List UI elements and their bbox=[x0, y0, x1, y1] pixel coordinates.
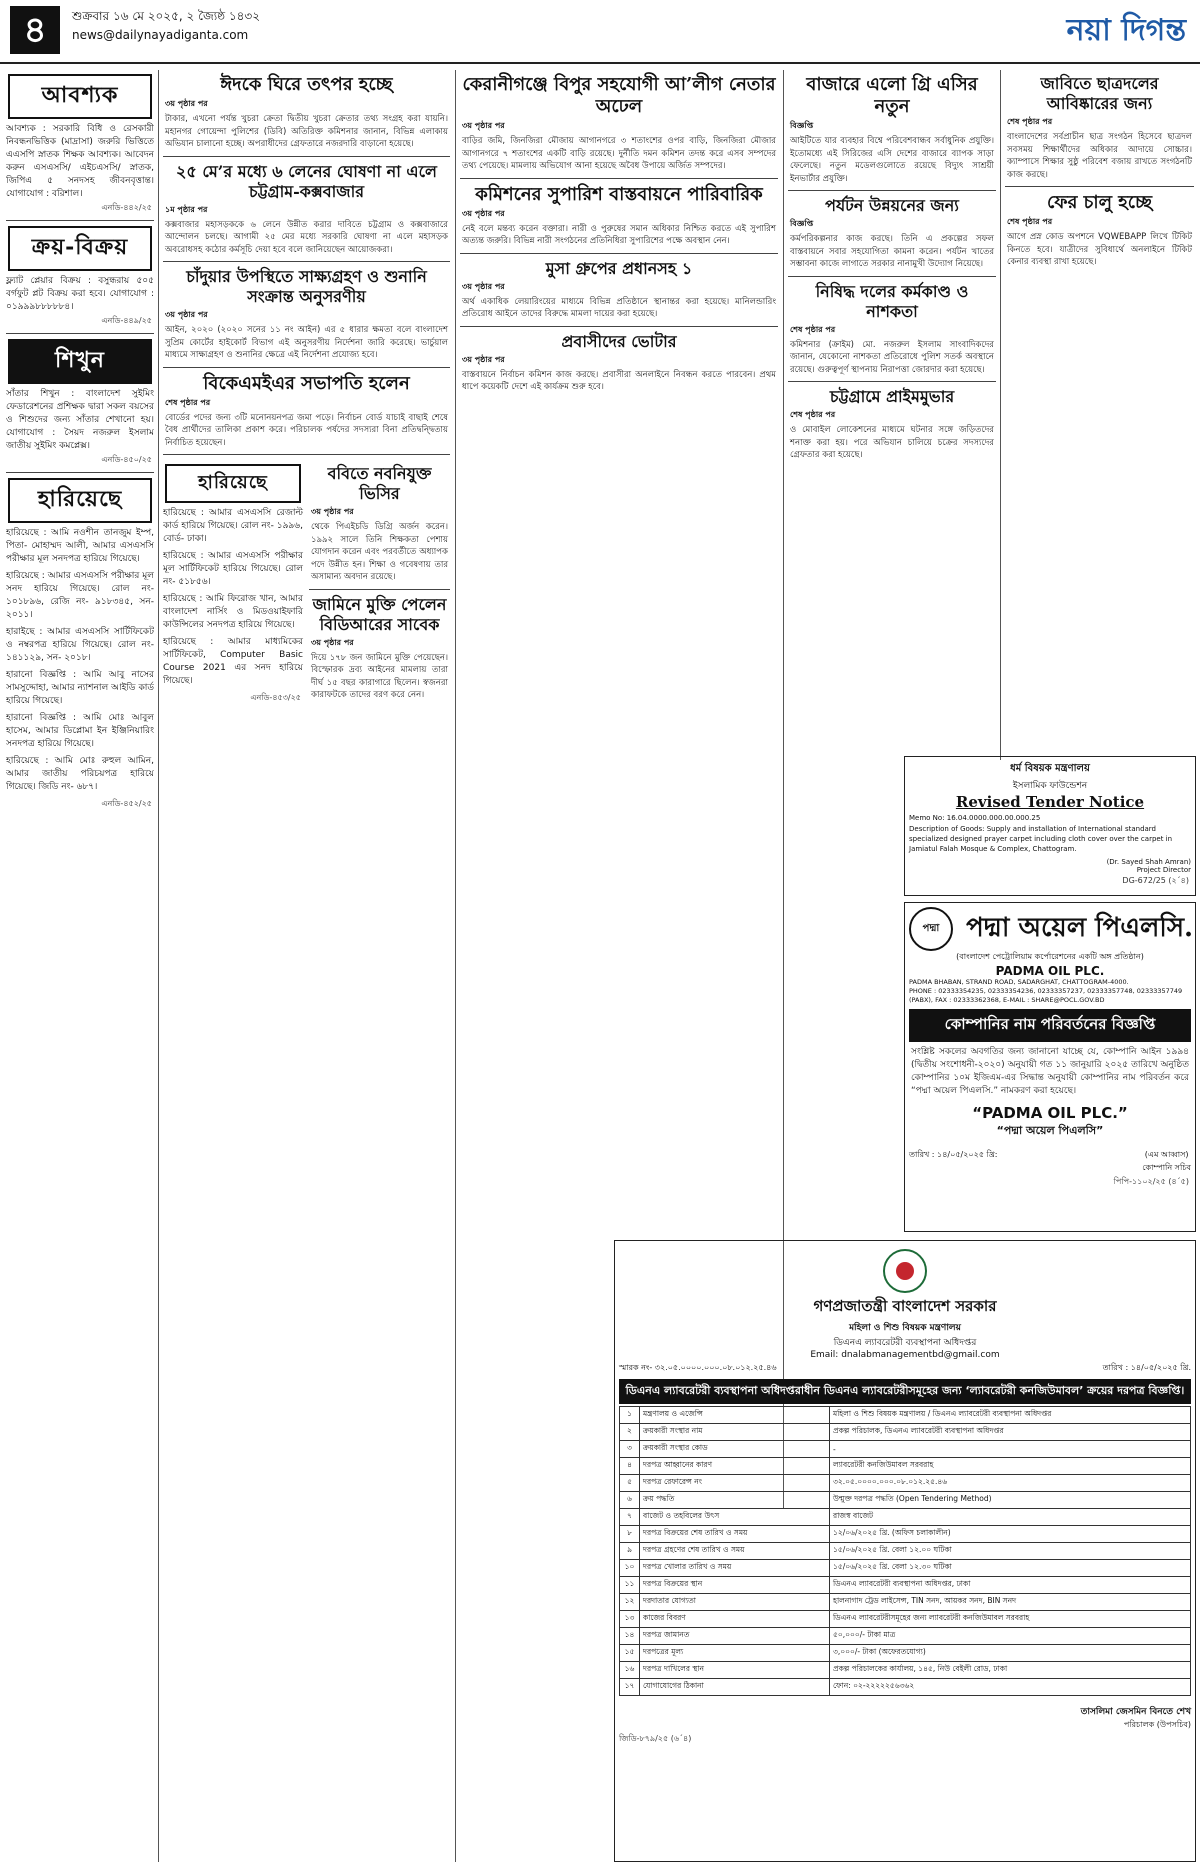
govt-notice-title: ডিএনএ ল্যাবরেটরী ব্যবস্থাপনা অধিদপ্তরাধীন ডিএনএ ল্যাবরেটরীসমূহের জন্য ‘ল্যাবরেটরী কনজিউমাবল’ ক্রয়ের দরপত্র বিজ্ঞপ্তি। bbox=[619, 1379, 1191, 1404]
article-body: আইন, ২০২০ (২০২০ সনের ১১ নং আইন) এর ৫ ধারার ক্ষমতা বলে বাংলাদেশ সুপ্রিম কোর্টের হাইকোর্ট বিভাগ এই অনুসরণীয় নির্দেশনা জারি করেছে। ভার্চুয়াল মাধ্যমে সাক্ষ্যগ্রহণ ও শুনানির ক্ষেত্রে এই নির্দেশনা প্রযোজ্য হবে। bbox=[165, 325, 448, 360]
tender-description: Description of Goods: Supply and installation of International standard specialized designed prayer carpet including cloth cover over the carpet in Jamiatul Falah Mosque & Complex, Chattogram. bbox=[909, 825, 1173, 853]
divider bbox=[788, 190, 996, 191]
headline-musa-group[interactable]: মুসা গ্রুপের প্রধানসহ ১ bbox=[545, 258, 693, 278]
table-row: ১২ দরদাতার যোগ্যতা হালনাগাদ ট্রেড লাইসেন্স, TIN সনদ, আয়কর সনদ, BIN সনদ bbox=[620, 1594, 1191, 1611]
padma-name-en: PADMA OIL PLC. bbox=[995, 964, 1105, 978]
headline-gree-ac[interactable]: বাজারে এলো গ্রি এসির নতুন bbox=[806, 74, 978, 117]
tender-org-sub: ইসলামিক ফাউন্ডেশন bbox=[1012, 781, 1088, 791]
divider bbox=[163, 156, 450, 157]
tender-title: Revised Tender Notice bbox=[955, 793, 1145, 811]
divider bbox=[788, 276, 996, 277]
tender-memo: Memo No: 16.04.0000.000.00.000.25 bbox=[909, 814, 1041, 822]
padma-signer: (এম আব্বাস) bbox=[1144, 1150, 1189, 1159]
padma-sub: (বাংলাদেশ পেট্রোলিয়াম কর্পোরেশনের একটি অঙ্গ প্রতিষ্ঠান) bbox=[956, 952, 1144, 961]
article-body: অর্থ একাধিক লেয়ারিংয়ের মাধ্যমে বিভিন্ন প্রতিষ্ঠানে স্থানান্তর করা হয়েছে। মানিলন্ডারিং প্রতিরোধ আইনে তাদের বিরুদ্ধে মামলা দায়ের করা হয়েছে। bbox=[462, 296, 776, 319]
lost-item: হারানো বিজ্ঞপ্তি : আমি মোঃ আবুল হাসেম, আমার ডিপ্লোমা ইন ইঞ্জিনিয়ারিং সনদপত্র হারিয়ে গিয়েছে। bbox=[6, 713, 154, 749]
govt-email[interactable]: Email: dnalabmanagementbd@gmail.com bbox=[810, 1350, 1000, 1360]
tender-signatory-role: Project Director bbox=[1136, 866, 1191, 874]
classified-ad: ফ্ল্যাট প্লেয়ার বিক্রয় : বসুন্ধরায় ৫০৫ বর্গফুট প্লট বিক্রয় করা হবে। যোগাযোগ : ০১৯৯৯৮৮৮৮৮৪। bbox=[6, 276, 154, 312]
divider bbox=[163, 367, 450, 368]
divider bbox=[1005, 186, 1194, 187]
table-row: ১৭ যোগাযোগের ঠিকানা ফোন: ০২-২২২২২৫৬৩৬২ bbox=[620, 1679, 1191, 1696]
headline-tourism[interactable]: পর্যটন উন্নয়নের জন্য bbox=[825, 196, 959, 215]
headline-virtual-witness[interactable]: চাঁদুয়ার উপস্থিতে সাক্ষ্যগ্রহণ ও শুনানি সংক্রান্ত অনুসরণীয় bbox=[186, 267, 427, 306]
byline: বিজ্ঞপ্তি bbox=[790, 121, 814, 130]
article-body: ও মোবাইল লোকেশনের মাধ্যমে ঘটনার সঙ্গে জড়িতদের শনাক্ত করা হয়। পরে অভিযান চালিয়ে চক্রের সদস্যদের গ্রেফতার করা হয়েছে। bbox=[790, 425, 994, 460]
headline-jabi-chhatradal[interactable]: জাবিতে ছাত্রদলের আবিষ্কারের জন্য bbox=[1040, 74, 1159, 113]
table-row: ১৩ কাজের বিবরণ ডিএনএ ল্যাবরেটরীসমূহের জন্য ল্যাবরেটরী কনজিউমাবল সরবরাহ bbox=[620, 1611, 1191, 1628]
lost-item: হারাইছে : আমার এসএসসি সার্টিফিকেট ও নম্বরপত্র হারিয়ে গিয়েছে। রোল নং- ১৪১১২৯, সন- ২০১৮। bbox=[6, 627, 154, 663]
table-row: ১১ দরপত্র বিক্রয়ের স্থান ডিএনএ ল্যাবরেটরী ব্যবস্থাপনা অধিদপ্তর, ঢাকা bbox=[620, 1577, 1191, 1594]
padma-logo-icon: পদ্মা bbox=[909, 907, 953, 951]
headline-expatriate-voters[interactable]: প্রবাসীদের ভোটার bbox=[561, 331, 677, 351]
ad-reference: এনডি-৪৫০/২৫ bbox=[101, 455, 152, 464]
padma-signature bbox=[1142, 1149, 1191, 1175]
article-body: বাংলাদেশের সর্বপ্রাচীন ছাত্র সংগঠন হিসেবে ছাত্রদল সবসময় শিক্ষার্থীদের অধিকার আদায়ে সোচ্চার। ক্যাম্পাসে শিক্ষার সুষ্ঠু পরিবেশ বজায় রাখতে সংগঠনটি কাজ করছে। bbox=[1007, 132, 1192, 180]
section-title-lost-2: হারিয়েছে bbox=[165, 464, 301, 503]
table-row: ১০ দরপত্র খোলার তারিখ ও সময় ১৫/০৬/২০২৫ খ্রি. বেলা ১২.৩০ ঘটিকা bbox=[620, 1560, 1191, 1577]
table-row: ৯ দরপত্র গ্রহণের শেষ তারিখ ও সময় ১৫/০৬/২০২৫ খ্রি. বেলা ১২.০০ ঘটিকা bbox=[620, 1543, 1191, 1560]
article-body: কমিশনার (ক্রাইম) মো. নজরুল ইসলাম সাংবাদিকদের জানান, যেকোনো নাশকতা প্রতিরোধে পুলিশ সতর্ক অবস্থানে রয়েছে। গুরুত্বপূর্ণ স্থাপনায় নিরাপত্তা জোরদার করা হয়েছে। bbox=[790, 339, 994, 375]
byline: ৩য় পৃষ্ঠার পর bbox=[462, 354, 505, 364]
headline-keraniganj[interactable]: কেরানীগঞ্জে বিপুর সহযোগী আ’লীগ নেতার অঢেল bbox=[462, 74, 776, 117]
masthead-logo: নয়া দিগন্ত bbox=[1066, 13, 1186, 48]
article-body: থেকে পিএইচডি ডিগ্রি অর্জন করেন। ১৯৯২ সালে তিনি শিক্ষকতা পেশায় যোগদান করেন এবং পরবর্তীতে অধ্যাপক পদে উন্নীত হন। শিক্ষা ও গবেষণায় তার অসামান্য অবদান রয়েছে। bbox=[311, 522, 448, 582]
divider bbox=[163, 261, 450, 262]
lost-item: হারিয়েছে : আমার এসএসসি রেজাল্ট কার্ড হারিয়ে গিয়েছে। রোল নং- ১৯৯৬, বোর্ড- ঢাকা। bbox=[163, 508, 303, 544]
byline: ৩য় পৃষ্ঠার পর bbox=[311, 637, 354, 647]
divider bbox=[6, 472, 154, 473]
article-body: টাকার, এখনো পর্যন্ত খুচরা ক্রেতা দ্বিতীয় খুচরা ক্রেতার তথ্য সংগ্রহ করা যায়নি। মহানগর গোয়েন্দা পুলিশের (ডিবি) অতিরিক্ত কমিশনার জানান, বিভিন্ন এলাকায় অভিযান চালানো হচ্ছে। অপরাধীদের গ্রেফতারে নজরদারি বাড়ানো হয়েছে। bbox=[165, 114, 448, 149]
govt-memo: স্মারক নং- ৩২.০৫.০০০০.০০০.০৮.০১২.২৫.৪৬ bbox=[619, 1363, 777, 1372]
section-title-needed: আবশ্যক bbox=[8, 74, 152, 119]
divider bbox=[460, 326, 778, 327]
divider bbox=[309, 589, 450, 590]
table-row: ৩ ক্রয়কারী সংস্থার কোড - bbox=[620, 1441, 1191, 1458]
article-body: বোর্ডের পদের জন্য ৩টি মনোনয়নপত্র জমা পড়ে। নির্বাচন বোর্ড যাচাই বাছাই শেষে বৈধ প্রার্থীদের তালিকা প্রকাশ করে। পরিচালক পর্ষদের সদস্যরা বিনা প্রতিদ্বন্দ্বিতায় নির্বাচিত হয়েছেন। bbox=[165, 412, 448, 448]
tender-notice-ad[interactable] bbox=[904, 756, 1196, 896]
ad-reference: এনডি-৪৫২/২৫ bbox=[101, 799, 152, 808]
byline: শেষ পৃষ্ঠার পর bbox=[165, 397, 211, 407]
byline: ৩য় পৃষ্ঠার পর bbox=[462, 121, 505, 130]
header-email[interactable]: news@dailynayadiganta.com bbox=[72, 28, 249, 42]
govt-signer-role: পরিচালক (উপসচিব) bbox=[1123, 1720, 1191, 1729]
headline-bkmea[interactable]: বিকেএমইএর সভাপতি হলেন bbox=[203, 372, 410, 394]
table-row: ১ মন্ত্রণালয় ও এজেন্সি মহিলা ও শিশু বিষয়ক মন্ত্রণালয় / ডিএনএ ল্যাবরেটরী ব্যবস্থাপনা অধিদপ্তর bbox=[620, 1407, 1191, 1424]
divider bbox=[163, 454, 450, 455]
lost-item: হারিয়েছে : আমার এসএসসি পরীক্ষার মূল সার্টিফিকেট হারিয়ে গিয়েছে। রোল নং- ৫১৮৫৬। bbox=[163, 551, 303, 587]
table-row: ৮ দরপত্র বিক্রয়ের শেষ তারিখ ও সময় ১২/০৬/২০২৫ খ্রি. (অফিস চলাকালীন) bbox=[620, 1526, 1191, 1543]
table-row: ৭ বাজেট ও তহবিলের উৎস রাজস্ব বাজেট bbox=[620, 1509, 1191, 1526]
table-row: ১৬ দরপত্র দাখিলের স্থান প্রকল্প পরিচালকের কার্যালয়, ১৪৫, নিউ বেইলী রোড, ঢাকা bbox=[620, 1662, 1191, 1679]
classifieds-column bbox=[6, 70, 154, 1862]
article-body: দিয়ে ১৭৮ জন জামিনে মুক্তি পেয়েছেন। বিস্ফোরক দ্রব্য আইনের মামলায় তারা দীর্ঘ ১৫ বছর কারাগারে ছিলেন। স্বজনরা কারাফটকে তাদের বরণ করে নেন। bbox=[311, 652, 448, 700]
govt-tender-ad[interactable] bbox=[614, 1240, 1196, 1862]
govt-signer: তাসলিমা জেসমিন বিনতে শেখ bbox=[1080, 1707, 1191, 1717]
table-row: ৪ দরপত্র আহ্বানের কারণ ল্যাবরেটরী কনজিউমাবল সরবরাহ bbox=[620, 1458, 1191, 1475]
ad-reference: পিপি-১১০২/২৫ (৪´৫) bbox=[1113, 1177, 1189, 1186]
classified-ad: আবশ্যক : সরকারি বিধি ও রেসকারী নিবন্ধনভিত্তিক (মাদ্রাসা) জরুরি ভিত্তিতে এএসপি স্নাতক শিক্ষক আবশ্যক। আবেদন করুন এসএসসি/ এইচএসসি/ স্নাতক, জিপিএ ৫ সনদসহ জীবনবৃত্তান্ত। যোগাযোগ : বরিশাল। bbox=[6, 124, 154, 199]
table-row: ১৪ দরপত্র জামানত ৫০,০০০/- টাকা মাত্র bbox=[620, 1628, 1191, 1645]
lost-item: হারিয়েছে : আমার মাধ্যমিকের সার্টিফিকেট, Computer Basic Course 2021 এর সনদ হারিয়ে গিয়েছে। bbox=[163, 637, 303, 686]
page-header bbox=[0, 0, 1200, 64]
byline: ৩য় পৃষ্ঠার পর bbox=[165, 99, 208, 108]
table-row: ১৫ দরপত্রের মূল্য ৩,০০০/- টাকা (অফেরতযোগ্য) bbox=[620, 1645, 1191, 1662]
headline-chattogram-highway[interactable]: ২৫ মে’র মধ্যে ৬ লেনের ঘোষণা না এলে চট্টগ্রাম-কক্সবাজার bbox=[176, 161, 437, 201]
headline-prime-mover[interactable]: চট্টগ্রামে প্রাইমমুভার bbox=[829, 387, 955, 406]
ad-reference: জিডি-৮৭৯/২৫ (৬´৪) bbox=[619, 1734, 692, 1743]
govt-dept: ডিএনএ ল্যাবরেটরী ব্যবস্থাপনা অধিদপ্তর bbox=[833, 1338, 977, 1348]
dateline: শুক্রবার ১৬ মে ২০২৫, ২ জ্যৈষ্ঠ ১৪৩২ bbox=[72, 9, 261, 23]
govt-seal-icon bbox=[883, 1249, 927, 1293]
divider bbox=[6, 333, 154, 334]
article-body: নেই বলে মন্তব্য করেন বক্তারা। নারী ও পুরুষের সমান অধিকার নিশ্চিত করতে এই সুপারিশ অত্যন্ত জরুরি। বিভিন্ন নারী সংগঠনের প্রতিনিধিরা সুপারিশের পক্ষে অবস্থান নেন। bbox=[462, 223, 776, 246]
padma-address: PADMA BHABAN, STRAND ROAD, SADARGHAT, CHATTOGRAM-4000. bbox=[909, 978, 1129, 986]
lost-item: হারিয়েছে : আমি মোঃ রুহুল আমিন, আমার জাতীয় পরিচয়পত্র হারিয়ে গিয়েছে। জিডি নং- ৬৮৭। bbox=[6, 756, 154, 792]
govt-ministry: মহিলা ও শিশু বিষয়ক মন্ত্রণালয় bbox=[849, 1323, 961, 1333]
lost-item: হারিয়েছে : আমি ফিরোজ খান, আমার বাংলাদেশ নার্সিং ও মিডওয়াইফারি কাউন্সিলের সনদপত্র হারিয়ে গিয়েছে। bbox=[163, 594, 303, 630]
lost-item: হারিয়েছে : আমার এসএসসি পরীক্ষার মূল সনদ হারিয়ে গিয়েছে। রোল নং- ১০১৮৯৬, রেজি নং- ৯১৮৩৪৫, সন- ২০১১। bbox=[6, 571, 154, 620]
padma-notice-body: সংশ্লিষ্ট সকলের অবগতির জন্য জানানো যাচ্ছে যে, কোম্পানি আইন ১৯৯৪ (দ্বিতীয় সংশোধনী-২০২০) অনুযায়ী গত ১১ জানুয়ারি ২০২৫ তারিখে অনুষ্ঠিত কোম্পানির ১০ম ইজিএম-এর সিদ্ধান্ত অনুযায়ী কোম্পানির নাম পরিবর্তন করে “পদ্মা অয়েল পিএলসি.” নামকরণ করা হয়েছে। bbox=[911, 1047, 1189, 1096]
news-column-right bbox=[1005, 70, 1194, 760]
bail-box bbox=[309, 460, 450, 709]
byline: ৩য় পৃষ্ঠার পর bbox=[462, 208, 505, 218]
byline: ৩য় পৃষ্ঠার পর bbox=[462, 281, 505, 291]
article-body: কক্সবাজার মহাসড়ককে ৬ লেনে উন্নীত করার দাবিতে চট্টগ্রাম ও কক্সবাজারে আন্দোলন চলছে। আগামী ২৫ মের মধ্যে সরকারি ঘোষণা না এলে মহাসড়ক অবরোধসহ কঠোর কর্মসূচি দেয়া হবে বলে জানিয়েছেন আয়োজকরা। bbox=[165, 219, 448, 255]
byline: ১ম পৃষ্ঠার পর bbox=[165, 204, 208, 214]
headline-bobi-vc[interactable]: ববিতে নবনিযুক্ত ভিসির bbox=[327, 464, 432, 503]
govt-date: তারিখ : ১৪/০৫/২০২৫ খ্রি. bbox=[1102, 1363, 1191, 1372]
padma-oil-ad[interactable] bbox=[904, 902, 1196, 1232]
divider bbox=[460, 253, 778, 254]
lost-box bbox=[163, 460, 303, 709]
byline: শেষ পৃষ্ঠার পর bbox=[790, 410, 836, 419]
byline: ৩য় পৃষ্ঠার পর bbox=[311, 507, 354, 516]
column-divider bbox=[1000, 70, 1001, 760]
padma-name-bn: পদ্মা অয়েল পিএলসি. bbox=[966, 913, 1194, 943]
padma-new-name: “PADMA OIL PLC.” bbox=[972, 1104, 1128, 1122]
govt-memo-line bbox=[619, 1362, 1191, 1375]
padma-signer-role: কোম্পানি সচিব bbox=[1142, 1163, 1191, 1172]
padma-email: (PABX), FAX : 02333362368, E-MAIL : SHARE@POCL.GOV.BD bbox=[909, 996, 1105, 1004]
column-divider bbox=[158, 70, 159, 1862]
tender-signatory: (Dr. Sayed Shah Amran) bbox=[1106, 858, 1191, 866]
headline-resumed[interactable]: ফের চালু হচ্ছে bbox=[1047, 192, 1152, 213]
byline: শেষ পৃষ্ঠার পর bbox=[790, 324, 836, 334]
padma-phone: PHONE : 02333354235, 02333354236, 02333357237, 02333357748, 02333357749 bbox=[909, 987, 1183, 995]
headline-eid[interactable]: ঈদকে ঘিরে তৎপর হচ্ছে bbox=[220, 74, 393, 95]
ad-reference: এনডি-৪৪৯/২৫ bbox=[101, 316, 152, 325]
article-body: বাড়ির জমি, জিনজিরা মৌজায় আগানগরে ৩ শতাংশের ওপর বাড়ি, জিনজিরা মৌজার আগানগরে ৭ শতাংশের একটি বাড়ি রয়েছে। দুর্নীতি দমন কমিশন তদন্ত করে এসব সম্পদের তথ্য পেয়েছে। মামলায় অভিযোগ আনা হয়েছে অবৈধ উপায়ে অর্জিত সম্পদের। bbox=[462, 136, 776, 171]
byline: শেষ পৃষ্ঠার পর bbox=[1007, 217, 1053, 226]
divider bbox=[6, 220, 154, 221]
divider bbox=[788, 381, 996, 382]
section-title-lost: হারিয়েছে bbox=[8, 478, 152, 523]
table-row: ৬ ক্রয় পদ্ধতি উন্মুক্ত দরপত্র পদ্ধতি (Open Tendering Method) bbox=[620, 1492, 1191, 1509]
byline: শেষ পৃষ্ঠার পর bbox=[1007, 117, 1053, 126]
tender-org: ধর্ম বিষয়ক মন্ত্রণালয় bbox=[1010, 763, 1090, 774]
lost-item: হারিয়েছে : আমি নওশীন তানজুম ইম্প, পিতা- মোহাম্মদ আলী, আমার এসএসসি পরীক্ষার মূল সনদপত্র হারিয়ে গিয়েছে। bbox=[6, 528, 154, 564]
headline-commission[interactable]: কমিশনের সুপারিশ বাস্তবায়নে পারিবারিক bbox=[475, 183, 763, 205]
byline: ৩য় পৃষ্ঠার পর bbox=[165, 310, 208, 319]
padma-header bbox=[909, 907, 1194, 951]
masthead[interactable] bbox=[1067, 6, 1186, 57]
bottom-split bbox=[163, 460, 450, 709]
table-row: ২ ক্রয়কারী সংস্থার নাম প্রকল্প পরিচালক, ডিএনএ ল্যাবরেটরী ব্যবস্থাপনা অধিদপ্তর bbox=[620, 1424, 1191, 1441]
table-row: ৫ দরপত্র রেফারেন্স নং ৩২.০৫.০০০০.০০০.০৮.০১২.২৫.৪৬ bbox=[620, 1475, 1191, 1492]
page-number: ৪ bbox=[10, 6, 60, 54]
padma-new-name-bn: “পদ্মা অয়েল পিএলসি” bbox=[996, 1124, 1104, 1137]
article-body: বাস্তবায়নে নির্বাচন কমিশন কাজ করছে। প্রবাসীরা অনলাইনে নিবন্ধন করতে পারবেন। প্রথম ধাপে কয়েকটি দেশে এই কার্যক্রম শুরু হবে। bbox=[462, 369, 776, 392]
article-body: আইটিতে যার ব্যবহার বিশ্বে পরিবেশবান্ধব সর্বাধুনিক প্রযুক্তি। ইতোমধ্যে এই সিরিজের এসি দেশের বাজারে ব্যাপক সাড়া ফেলেছে। নতুন মডেলগুলোতে রয়েছে বিদ্যুৎ সাশ্রয়ী ইনভার্টার প্রযুক্তি। bbox=[790, 136, 994, 184]
article-body: কর্মপরিকল্পনার কাজ করছে। তিনি এ প্রকল্পের সফল বাস্তবায়নে সবার সহযোগিতা কামনা করেন। পর্যটন খাতের সম্ভাবনা কাজে লাগাতে সরকার নানামুখী উদ্যোগ নিয়েছে। bbox=[790, 234, 994, 269]
headline-bdr-bail[interactable]: জামিনে মুক্তি পেলেন বিডিআরের সাবেক bbox=[312, 594, 447, 634]
ad-reference: এনডি-৪৫৩/২৫ bbox=[250, 693, 301, 702]
classified-ad: সাঁতার শিখুন : বাংলাদেশ সুইমিং ফেডারেশনের প্রশিক্ষক দ্বারা সকল বয়সের ও শিশুদের জন্য সাঁতার শেখানো হয়। যোগাযোগ : সৈয়দ নজরুল ইসলাম জাতীয় সুইমিং কমপ্লেক্স। bbox=[6, 389, 154, 451]
ad-reference: DG-672/25 (২´৪) bbox=[1122, 876, 1189, 885]
padma-notice-title: কোম্পানির নাম পরিবর্তনের বিজ্ঞপ্তি bbox=[909, 1009, 1191, 1042]
column-divider bbox=[455, 70, 456, 1862]
govt-tender-table bbox=[619, 1406, 1191, 1696]
section-title-buy-sell: ক্রয়-বিক্রয় bbox=[8, 226, 152, 271]
headline-banned-party[interactable]: নিষিদ্ধ দলের কর্মকাণ্ড ও নাশকতা bbox=[815, 281, 969, 321]
article-body: আগে প্রস্ন কোড অপশনে VQWEBAPP লিখে টিকিট কিনতে হবে। যাত্রীদের সুবিধার্থে অনলাইনে টিকিট কেনার ব্যবস্থা রাখা হয়েছে। bbox=[1007, 232, 1192, 267]
section-title-learn: শিখুন bbox=[8, 339, 152, 384]
govt-title: গণপ্রজাতন্ত্রী বাংলাদেশ সরকার bbox=[813, 1297, 997, 1315]
divider bbox=[460, 178, 778, 179]
news-column-left bbox=[163, 70, 450, 1862]
padma-date: তারিখ : ১৪/০৫/২০২৫ খ্রি: bbox=[909, 1150, 998, 1159]
byline: বিজ্ঞপ্তি bbox=[790, 219, 814, 228]
padma-footer bbox=[909, 1149, 1191, 1175]
lost-item: হারানো বিজ্ঞপ্তি : আমি আবু নাসের সামসুদ্দোহা, আমার ন্যাশনাল আইডি কার্ড হারিয়ে গিয়েছে। bbox=[6, 670, 154, 706]
ad-reference: এনডি-৪৪২/২৫ bbox=[101, 203, 152, 212]
